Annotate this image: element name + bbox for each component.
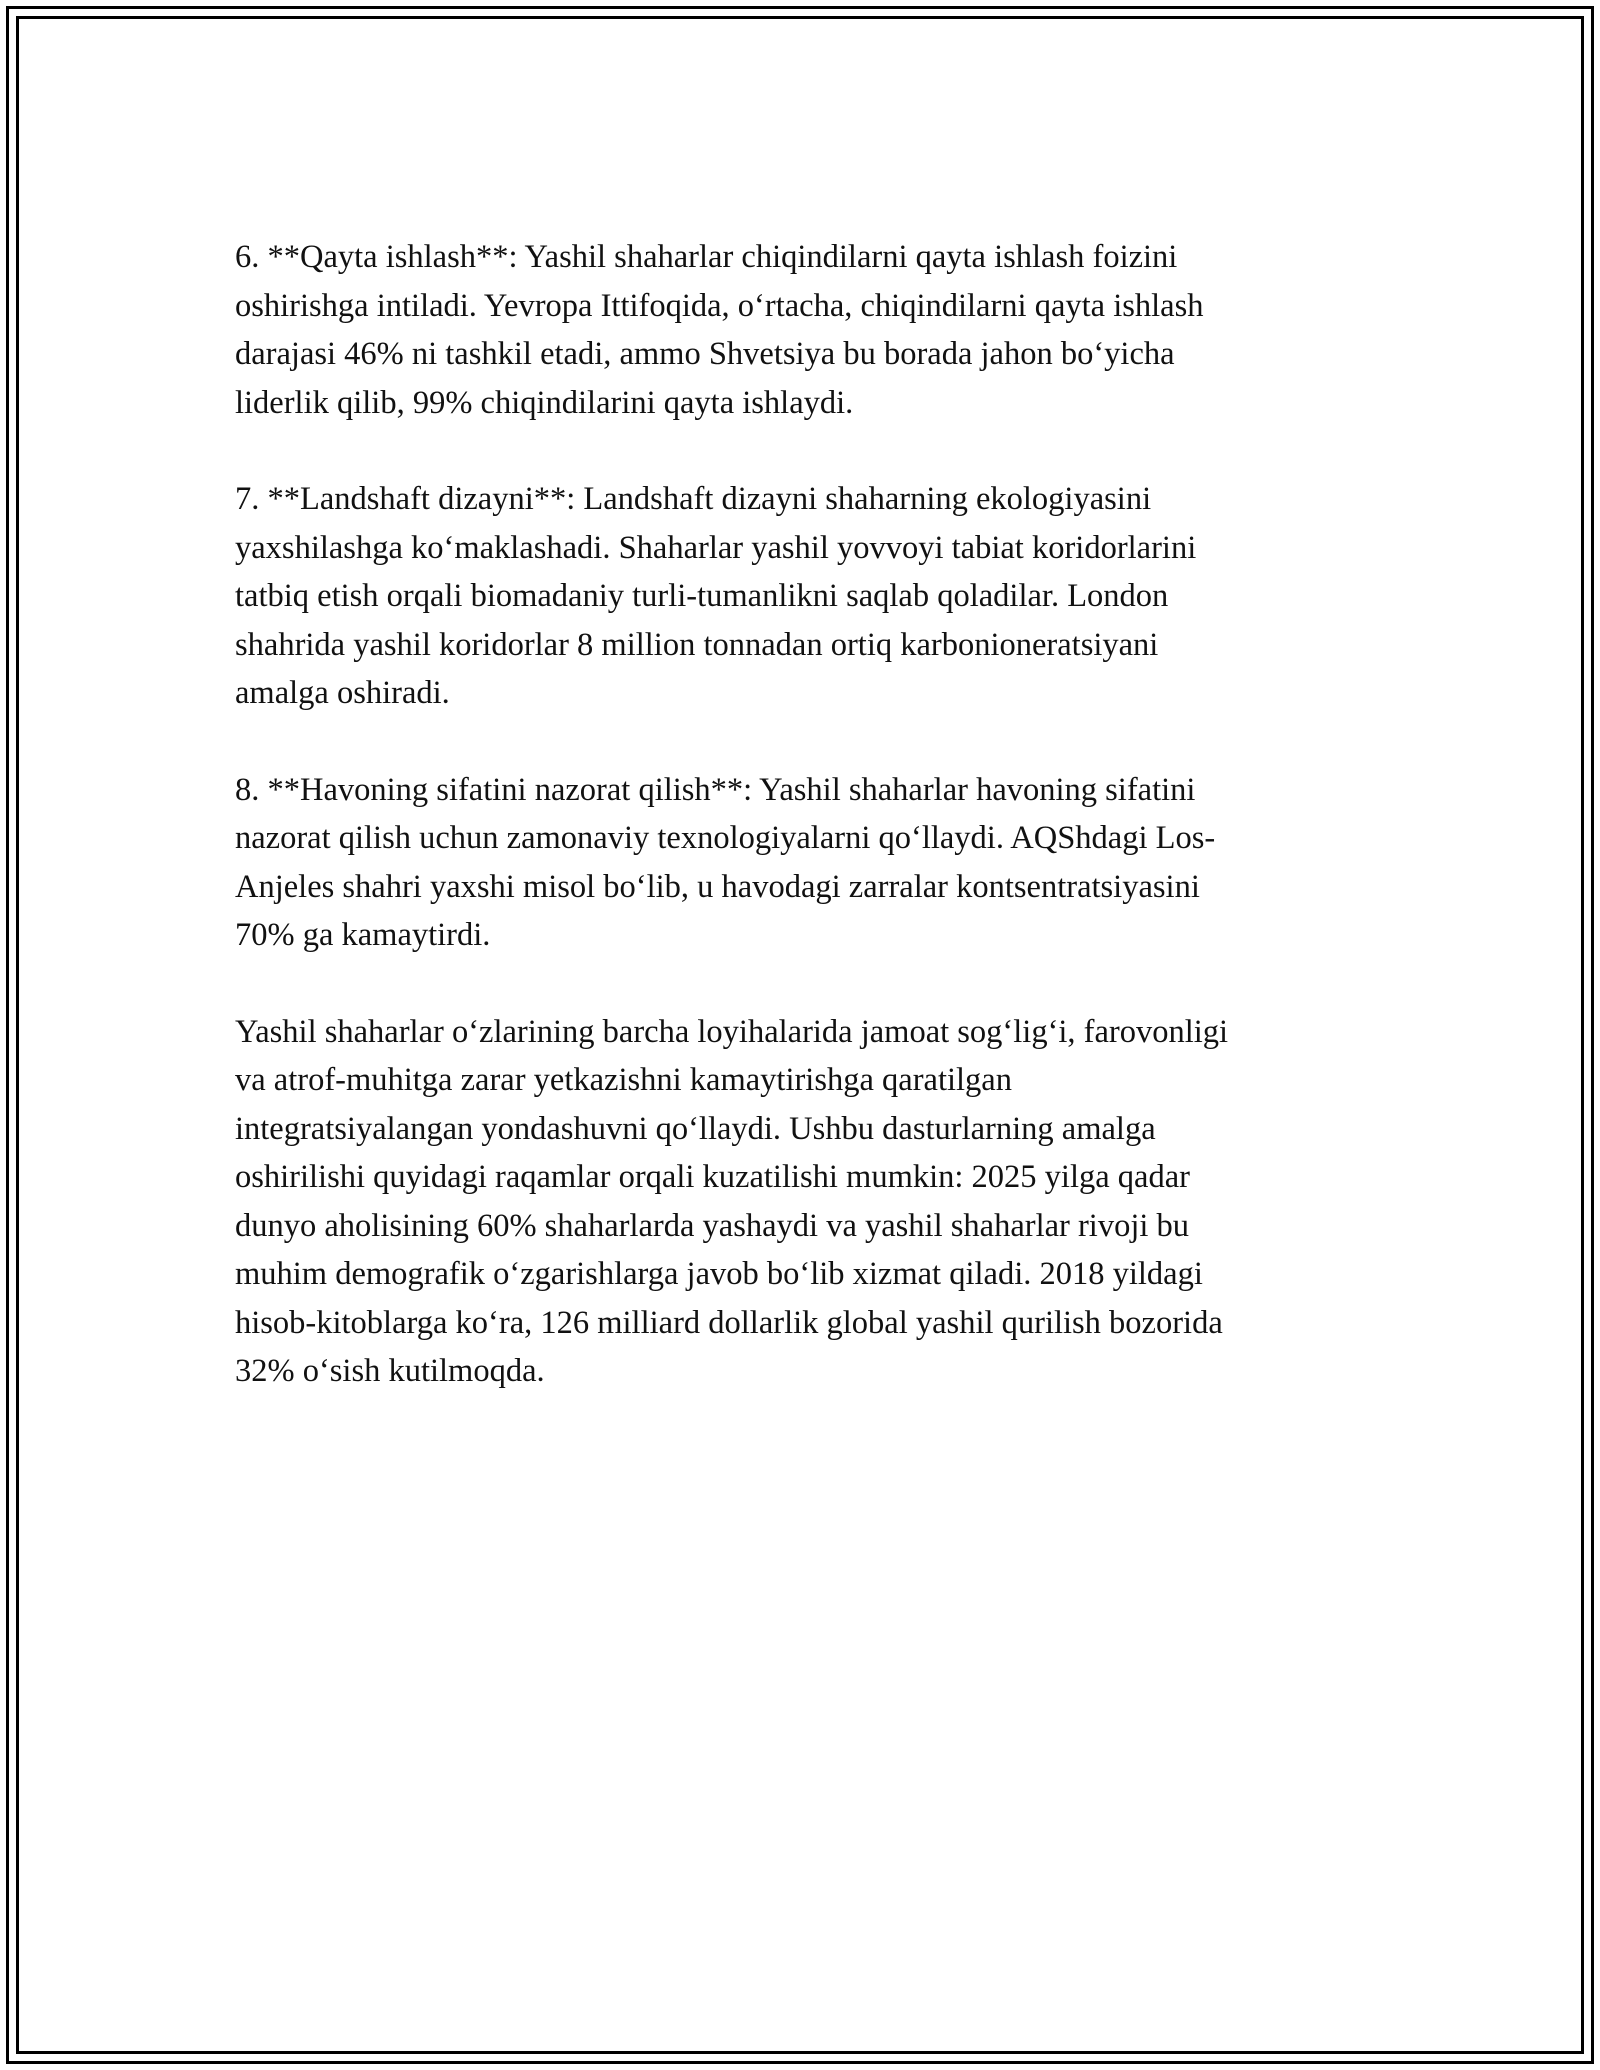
paragraph-air-quality bbox=[235, 766, 1370, 960]
text-line: liderlik qilib, 99% chiqindilarini qayta ishlaydi. bbox=[235, 384, 854, 421]
text-line: hisob-kitoblarga ko‘ra, 126 milliard dollarlik global yashil qurilish bozorida bbox=[235, 1304, 1223, 1341]
text-line: muhim demografik o‘zgarishlarga javob bo‘lib xizmat qiladi. 2018 yildagi bbox=[235, 1256, 1203, 1292]
text-line: oshirilishi quyidagi raqamlar orqali kuzatilishi mumkin: 2025 yilga qadar bbox=[235, 1159, 1190, 1195]
paragraph-recycling bbox=[235, 233, 1370, 427]
text-line: darajasi 46% ni tashkil etadi, ammo Shvetsiya bu borada jahon bo‘yicha bbox=[235, 336, 1175, 372]
document-body bbox=[235, 233, 1370, 1444]
text-line: dunyo aholisining 60% shaharlarda yashaydi va yashil shaharlar rivoji bu bbox=[235, 1207, 1190, 1244]
text-line: nazorat qilish uchun zamonaviy texnologiyalarni qo‘llaydi. AQShdagi Los- bbox=[235, 820, 1216, 856]
text-line: 8. **Havoning sifatini nazorat qilish**: Yashil shaharlar havoning sifatini bbox=[235, 771, 1196, 808]
text-line: Yashil shaharlar o‘zlarining barcha loyihalarida jamoat sog‘lig‘i, farovonligi bbox=[235, 1013, 1229, 1050]
text-line: yaxshilashga ko‘maklashadi. Shaharlar yashil yovvoyi tabiat koridorlarini bbox=[235, 529, 1197, 566]
text-line: 6. **Qayta ishlash**: Yashil shaharlar chiqindilarni qayta ishlash foizini bbox=[235, 239, 1178, 275]
text-line: oshirishga intiladi. Yevropa Ittifoqida, o‘rtacha, chiqindilarni qayta ishlash bbox=[235, 287, 1204, 324]
text-line: shahrida yashil koridorlar 8 million tonnadan ortiq karbonioneratsiyani bbox=[235, 626, 1159, 663]
text-line: Anjeles shahri yaxshi misol bo‘lib, u havodagi zarralar kontsentratsiyasini bbox=[235, 868, 1200, 905]
text-line: 32% o‘sish kutilmoqda. bbox=[235, 1353, 545, 1389]
text-line: va atrof-muhitga zarar yetkazishni kamaytirishga qaratilgan bbox=[235, 1062, 1012, 1098]
paragraph-summary bbox=[235, 1008, 1370, 1396]
text-line: tatbiq etish orqali biomadaniy turli-tumanlikni saqlab qoladilar. London bbox=[235, 578, 1169, 614]
text-line: 7. **Landshaft dizayni**: Landshaft dizayni shaharning ekologiyasini bbox=[235, 481, 1152, 517]
text-line: amalga oshiradi. bbox=[235, 675, 450, 711]
paragraph-landscape-design bbox=[235, 475, 1370, 718]
text-line: integratsiyalangan yondashuvni qo‘llaydi. Ushbu dasturlarning amalga bbox=[235, 1110, 1156, 1147]
text-line: 70% ga kamaytirdi. bbox=[235, 917, 491, 953]
